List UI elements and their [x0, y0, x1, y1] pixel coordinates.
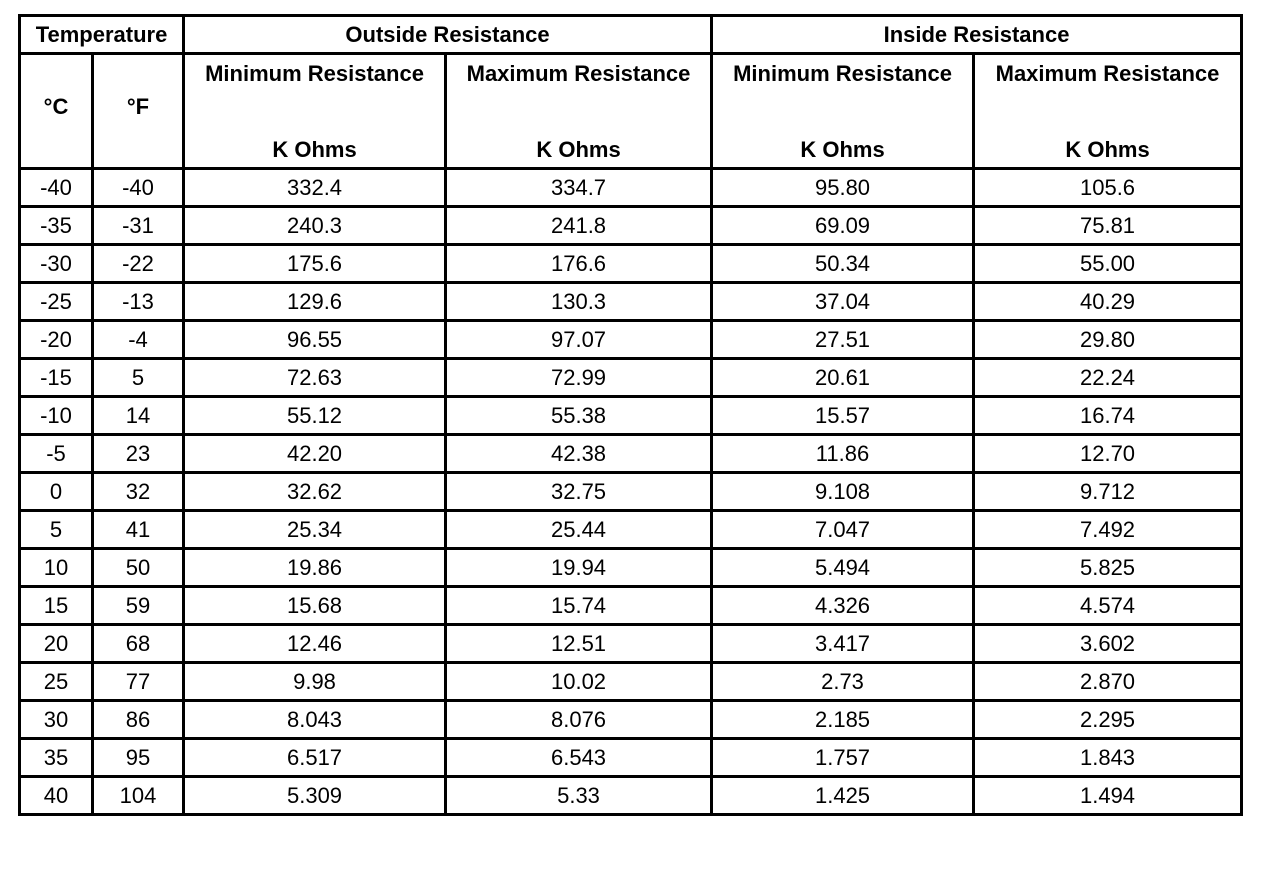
inside-min-cell: 9.108: [712, 473, 974, 511]
outside-min-cell: 12.46: [184, 625, 446, 663]
celsius-cell: -35: [20, 207, 93, 245]
inside-max-unit: K Ohms: [1065, 137, 1150, 162]
outside-max-cell: 97.07: [446, 321, 712, 359]
table-row: [20, 701, 1242, 739]
celsius-cell: -15: [20, 359, 93, 397]
table-row: [20, 663, 1242, 701]
outside-max-cell: 32.75: [446, 473, 712, 511]
outside-min-cell: 25.34: [184, 511, 446, 549]
outside-min-cell: 19.86: [184, 549, 446, 587]
inside-max-cell: 55.00: [974, 245, 1242, 283]
inside-min-cell: 20.61: [712, 359, 974, 397]
outside-min-cell: 15.68: [184, 587, 446, 625]
outside-min-cell: 332.4: [184, 169, 446, 207]
table-row: [20, 397, 1242, 435]
inside-min-cell: 11.86: [712, 435, 974, 473]
inside-min-cell: 7.047: [712, 511, 974, 549]
inside-min-header: [712, 54, 974, 169]
celsius-cell: -40: [20, 169, 93, 207]
fahrenheit-cell: 50: [93, 549, 184, 587]
outside-min-cell: 6.517: [184, 739, 446, 777]
inside-max-cell: 3.602: [974, 625, 1242, 663]
table-row: [20, 625, 1242, 663]
header-row-groups: [20, 16, 1242, 54]
fahrenheit-cell: -4: [93, 321, 184, 359]
fahrenheit-cell: -13: [93, 283, 184, 321]
outside-min-cell: 240.3: [184, 207, 446, 245]
outside-max-cell: 5.33: [446, 777, 712, 815]
inside-min-unit: K Ohms: [800, 137, 885, 162]
inside-max-cell: 75.81: [974, 207, 1242, 245]
outside-min-cell: 5.309: [184, 777, 446, 815]
outside-min-cell: 96.55: [184, 321, 446, 359]
outside-min-cell: 55.12: [184, 397, 446, 435]
inside-min-cell: 3.417: [712, 625, 974, 663]
inside-max-label: Maximum Resistance: [995, 61, 1220, 86]
fahrenheit-cell: 5: [93, 359, 184, 397]
inside-min-cell: 1.425: [712, 777, 974, 815]
outside-min-cell: 175.6: [184, 245, 446, 283]
inside-max-cell: 1.843: [974, 739, 1242, 777]
inside-max-cell: 29.80: [974, 321, 1242, 359]
outside-max-cell: 25.44: [446, 511, 712, 549]
inside-min-cell: 1.757: [712, 739, 974, 777]
outside-max-cell: 19.94: [446, 549, 712, 587]
resistance-table: [18, 14, 1243, 816]
outside-min-header: [184, 54, 446, 169]
celsius-cell: 5: [20, 511, 93, 549]
outside-max-unit: K Ohms: [536, 137, 621, 162]
outside-max-cell: 72.99: [446, 359, 712, 397]
celsius-cell: 15: [20, 587, 93, 625]
fahrenheit-cell: 77: [93, 663, 184, 701]
inside-max-cell: 9.712: [974, 473, 1242, 511]
inside-max-cell: 22.24: [974, 359, 1242, 397]
celsius-cell: -5: [20, 435, 93, 473]
table-row: [20, 169, 1242, 207]
celsius-cell: -20: [20, 321, 93, 359]
outside-min-cell: 42.20: [184, 435, 446, 473]
inside-min-cell: 4.326: [712, 587, 974, 625]
celsius-cell: 20: [20, 625, 93, 663]
inside-min-label: Minimum Resistance: [733, 61, 952, 86]
fahrenheit-cell: -31: [93, 207, 184, 245]
outside-max-cell: 176.6: [446, 245, 712, 283]
inside-resistance-header: Inside Resistance: [712, 16, 1242, 54]
outside-max-cell: 55.38: [446, 397, 712, 435]
outside-max-cell: 12.51: [446, 625, 712, 663]
outside-max-cell: 42.38: [446, 435, 712, 473]
fahrenheit-cell: 95: [93, 739, 184, 777]
inside-max-cell: 16.74: [974, 397, 1242, 435]
table-row: [20, 549, 1242, 587]
outside-max-cell: 6.543: [446, 739, 712, 777]
outside-resistance-header: Outside Resistance: [184, 16, 712, 54]
inside-max-cell: 7.492: [974, 511, 1242, 549]
table-row: [20, 473, 1242, 511]
celsius-header: °C: [20, 54, 93, 169]
celsius-cell: -25: [20, 283, 93, 321]
table-row: [20, 321, 1242, 359]
inside-min-cell: 95.80: [712, 169, 974, 207]
celsius-cell: -30: [20, 245, 93, 283]
outside-max-cell: 334.7: [446, 169, 712, 207]
outside-min-label: Minimum Resistance: [205, 61, 424, 86]
fahrenheit-cell: 59: [93, 587, 184, 625]
table-row: [20, 739, 1242, 777]
celsius-cell: 35: [20, 739, 93, 777]
fahrenheit-cell: 41: [93, 511, 184, 549]
celsius-cell: 25: [20, 663, 93, 701]
fahrenheit-cell: -40: [93, 169, 184, 207]
table-row: [20, 283, 1242, 321]
inside-max-cell: 40.29: [974, 283, 1242, 321]
outside-max-cell: 130.3: [446, 283, 712, 321]
outside-max-cell: 10.02: [446, 663, 712, 701]
fahrenheit-cell: 86: [93, 701, 184, 739]
celsius-cell: -10: [20, 397, 93, 435]
inside-max-header: [974, 54, 1242, 169]
outside-max-header: [446, 54, 712, 169]
celsius-cell: 0: [20, 473, 93, 511]
fahrenheit-cell: 68: [93, 625, 184, 663]
outside-max-label: Maximum Resistance: [466, 61, 691, 86]
inside-min-cell: 2.185: [712, 701, 974, 739]
table-row: [20, 245, 1242, 283]
temperature-header: Temperature: [20, 16, 184, 54]
outside-min-cell: 129.6: [184, 283, 446, 321]
inside-max-cell: 2.295: [974, 701, 1242, 739]
celsius-cell: 30: [20, 701, 93, 739]
inside-min-cell: 27.51: [712, 321, 974, 359]
outside-min-unit: K Ohms: [272, 137, 357, 162]
outside-min-cell: 9.98: [184, 663, 446, 701]
fahrenheit-cell: 104: [93, 777, 184, 815]
inside-max-cell: 4.574: [974, 587, 1242, 625]
outside-max-cell: 8.076: [446, 701, 712, 739]
inside-min-cell: 5.494: [712, 549, 974, 587]
inside-min-cell: 15.57: [712, 397, 974, 435]
inside-min-cell: 50.34: [712, 245, 974, 283]
inside-min-cell: 2.73: [712, 663, 974, 701]
inside-max-cell: 105.6: [974, 169, 1242, 207]
outside-max-cell: 15.74: [446, 587, 712, 625]
inside-max-cell: 12.70: [974, 435, 1242, 473]
outside-min-cell: 32.62: [184, 473, 446, 511]
inside-max-cell: 5.825: [974, 549, 1242, 587]
table-row: [20, 587, 1242, 625]
fahrenheit-cell: 23: [93, 435, 184, 473]
outside-min-cell: 8.043: [184, 701, 446, 739]
inside-max-cell: 2.870: [974, 663, 1242, 701]
celsius-cell: 10: [20, 549, 93, 587]
fahrenheit-cell: -22: [93, 245, 184, 283]
inside-max-cell: 1.494: [974, 777, 1242, 815]
table-row: [20, 435, 1242, 473]
outside-min-cell: 72.63: [184, 359, 446, 397]
header-row-columns: [20, 54, 1242, 169]
inside-min-cell: 69.09: [712, 207, 974, 245]
fahrenheit-cell: 14: [93, 397, 184, 435]
table-row: [20, 359, 1242, 397]
table-row: [20, 777, 1242, 815]
outside-max-cell: 241.8: [446, 207, 712, 245]
fahrenheit-header: °F: [93, 54, 184, 169]
inside-min-cell: 37.04: [712, 283, 974, 321]
celsius-cell: 40: [20, 777, 93, 815]
table-row: [20, 511, 1242, 549]
table-row: [20, 207, 1242, 245]
fahrenheit-cell: 32: [93, 473, 184, 511]
